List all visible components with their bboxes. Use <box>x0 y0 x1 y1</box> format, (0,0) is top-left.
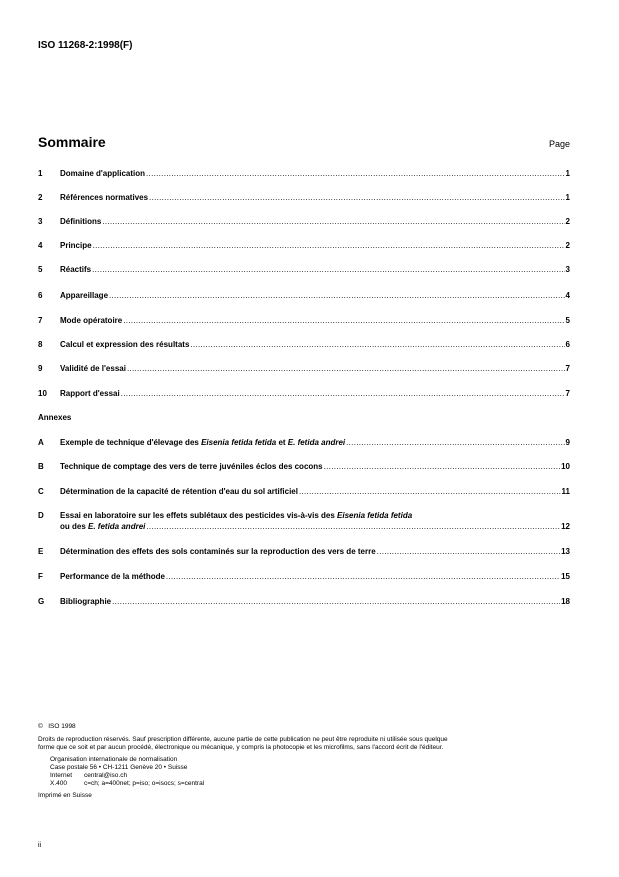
toc-entry-number: A <box>38 438 44 447</box>
toc-entry-number: 10 <box>38 389 47 398</box>
leader-dots <box>123 315 564 326</box>
toc-entry-title-line1: Essai en laboratoire sur les effets sublétaux des pesticides vis-à-vis des Eisenia fetida fetida <box>60 511 413 520</box>
toc-entry-number: 4 <box>38 241 43 250</box>
copyright-line: © ISO 1998 <box>38 723 76 730</box>
leader-dots <box>190 339 564 350</box>
toc-entry-title: Rapport d'essai <box>60 389 120 398</box>
rights-line-1: Droits de reproduction réservés. Sauf prescription différente, aucune partie de cette publication ne peut être reproduite ni utilisée sous quelque <box>38 736 448 743</box>
toc-entry-page: 7 <box>565 364 570 373</box>
toc-entry-title: Mode opératoire <box>60 316 123 325</box>
toc-entry-page: 5 <box>565 316 570 325</box>
internet-value[interactable]: central@iso.ch <box>84 772 128 779</box>
toc-entry-title-line2: ou des E. fetida andrei <box>60 522 146 531</box>
leader-dots <box>146 521 560 532</box>
document-id: ISO 11268-2:1998(F) <box>38 40 133 51</box>
leader-dots <box>127 363 565 374</box>
toc-entry-title: Domaine d'application <box>60 169 146 178</box>
leader-dots <box>102 216 564 227</box>
leader-dots <box>93 240 565 251</box>
toc-entry-page: 13 <box>561 547 570 556</box>
toc-entry-page: 1 <box>565 193 570 202</box>
toc-entry-page: 4 <box>565 291 570 300</box>
x400-value: c=ch; a=400net; p=iso; o=isocs; s=central <box>84 780 205 787</box>
toc-entry-title: Détermination des effets des sols contaminés sur la reproduction des vers de terre <box>60 547 376 556</box>
toc-entry-page: 1 <box>565 169 570 178</box>
toc-entry-number: 1 <box>38 169 43 178</box>
internet-label: Internet <box>50 772 73 779</box>
leader-dots <box>166 571 560 582</box>
org-name: Organisation internationale de normalisation <box>50 756 178 763</box>
toc-entry-number: 8 <box>38 340 43 349</box>
toc-entry-page: 11 <box>561 487 570 496</box>
toc-entry-page: 6 <box>565 340 570 349</box>
toc-entry-title: Appareillage <box>60 291 109 300</box>
toc-entry-page: 12 <box>561 522 570 531</box>
rights-line-2: forme que ce soit et par aucun procédé, électronique ou mécanique, y compris la photocopie et les microfilms, sans l'accord écrit de l'éditeur. <box>38 744 444 751</box>
leader-dots <box>92 264 564 275</box>
leader-dots <box>149 192 565 203</box>
toc-entry-title: Validité de l'essai <box>60 364 126 373</box>
toc-entry-number: 9 <box>38 364 43 373</box>
toc-entry-title: Références normatives <box>60 193 149 202</box>
toc-entry-number: 7 <box>38 316 43 325</box>
toc-entry-page: 10 <box>561 462 570 471</box>
leader-dots <box>109 290 565 301</box>
toc-entry-title: Définitions <box>60 217 102 226</box>
toc-entry-title: Technique de comptage des vers de terre juvéniles éclos des cocons <box>60 462 323 471</box>
toc-entry-title: Réactifs <box>60 265 92 274</box>
toc-title: Sommaire <box>38 134 106 150</box>
internet-contact <box>50 772 127 780</box>
toc-entry-number: C <box>38 487 44 496</box>
leader-dots <box>346 437 564 448</box>
leader-dots <box>377 546 560 557</box>
toc-entry-page: 9 <box>565 438 570 447</box>
toc-entry-number: E <box>38 547 44 556</box>
annexes-heading: Annexes <box>38 413 72 422</box>
leader-dots <box>121 388 565 399</box>
toc-entry-number: G <box>38 597 45 606</box>
toc-entry-number: 3 <box>38 217 43 226</box>
toc-entry-page: 18 <box>561 597 570 606</box>
x400-label: X.400 <box>50 780 67 787</box>
toc-entry-page: 3 <box>565 265 570 274</box>
toc-entry-number: D <box>38 511 44 520</box>
leader-dots <box>146 168 565 179</box>
toc-entry-title: Principe <box>60 241 92 250</box>
toc-entry-page: 2 <box>565 217 570 226</box>
leader-dots <box>112 596 560 607</box>
printed-in: Imprimé en Suisse <box>38 792 92 799</box>
leader-dots <box>324 461 560 472</box>
toc-entry-number: 6 <box>38 291 43 300</box>
toc-entry-number: 5 <box>38 265 43 274</box>
page-column-label: Page <box>548 139 570 149</box>
toc-entry-title: Détermination de la capacité de rétention d'eau du sol artificiel <box>60 487 298 496</box>
toc-entry-title: Calcul et expression des résultats <box>60 340 190 349</box>
postal-address: Case postale 56 • CH-1211 Genève 20 • Suisse <box>50 764 188 771</box>
toc-entry-page: 2 <box>565 241 570 250</box>
x400-contact <box>50 780 204 788</box>
toc-entry-number: F <box>38 572 43 581</box>
toc-entry-title: Performance de la méthode <box>60 572 165 581</box>
leader-dots <box>299 486 561 497</box>
toc-entry-number: 2 <box>38 193 43 202</box>
toc-entry-page: 15 <box>561 572 570 581</box>
toc-annex-entry[interactable] <box>38 510 570 534</box>
toc-entry-title: Bibliographie <box>60 597 112 606</box>
toc-entry-page: 7 <box>565 389 570 398</box>
page-number: ii <box>38 842 42 849</box>
toc-entry-number: B <box>38 462 44 471</box>
toc-entry-title: Exemple de technique d'élevage des Eisenia fetida fetida et E. fetida andrei <box>60 438 346 447</box>
